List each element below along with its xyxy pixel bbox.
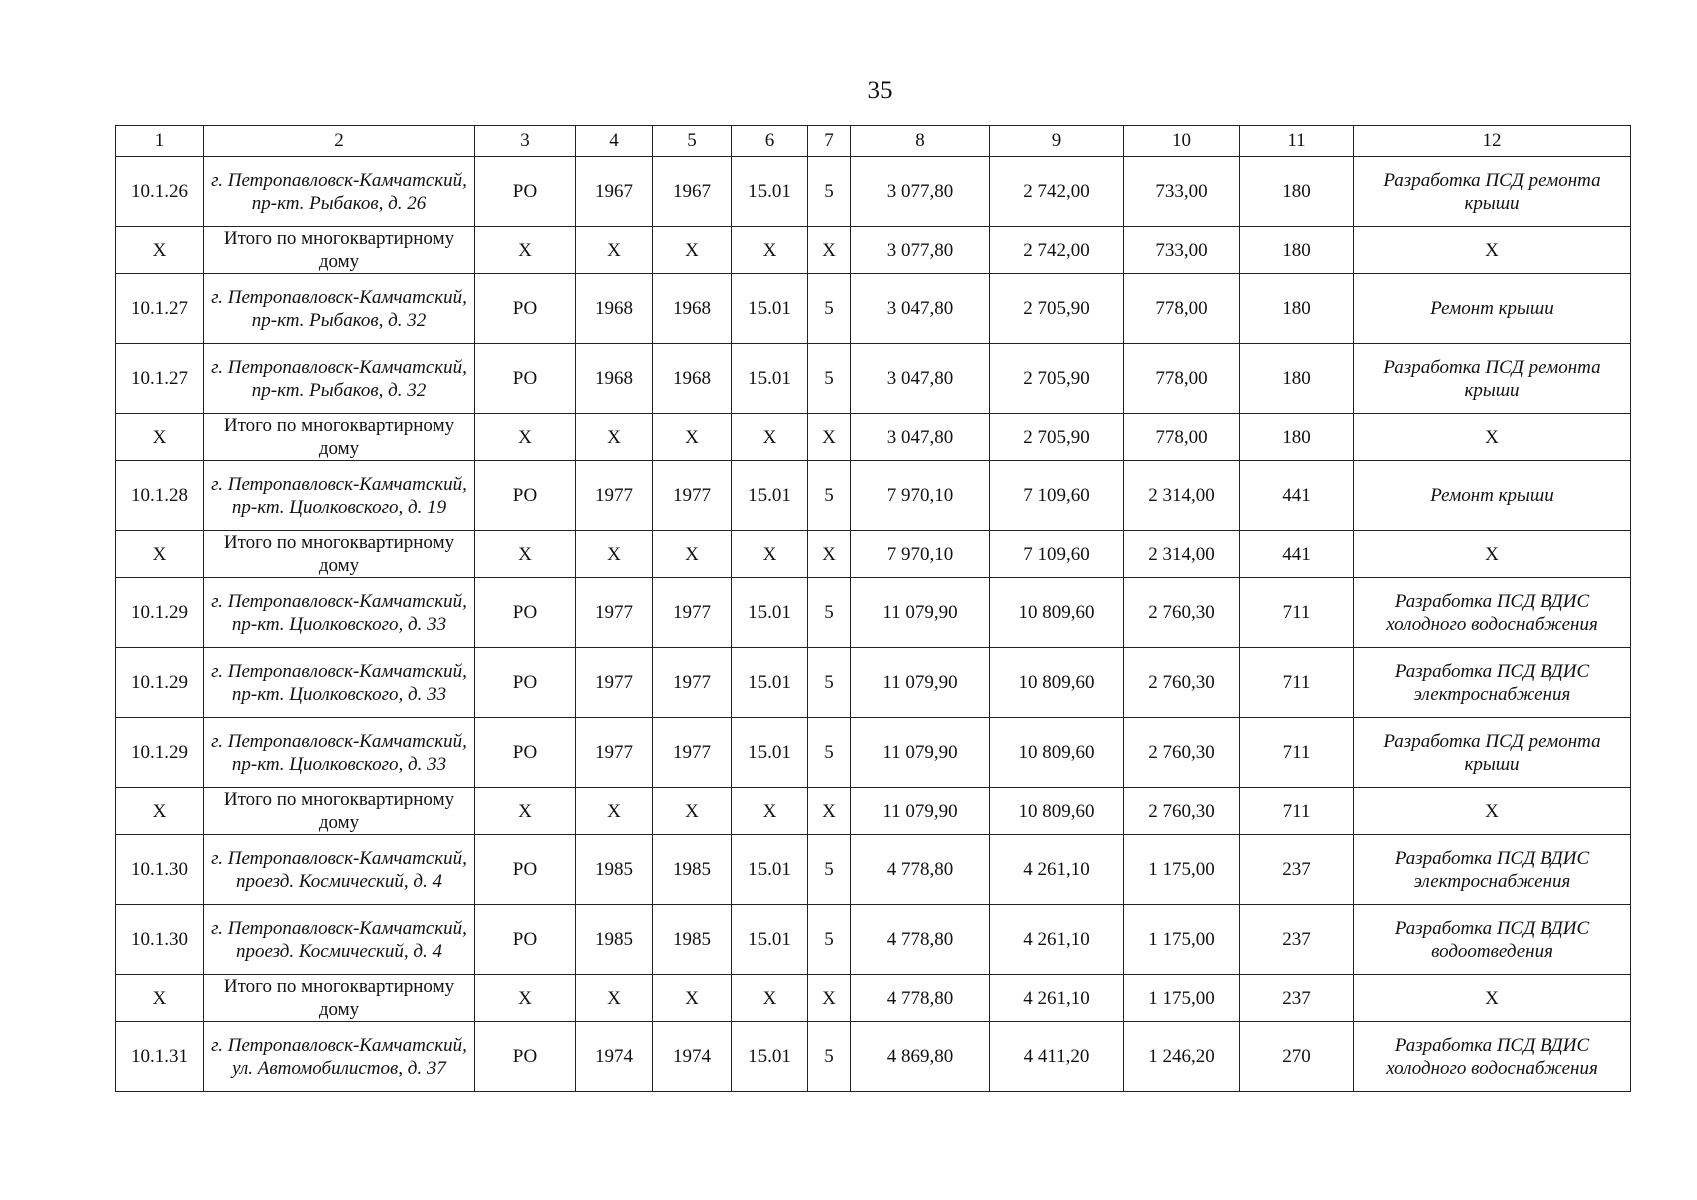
row-number-cell: 10.1.27 bbox=[116, 274, 204, 344]
address-cell: г. Петропавловск-Камчатский, проезд. Космический, д. 4 bbox=[204, 905, 475, 975]
column-7-cell: 5 bbox=[808, 905, 851, 975]
address-cell: г. Петропавловск-Камчатский, пр-кт. Циолковского, д. 19 bbox=[204, 461, 475, 531]
column-3-cell: РО bbox=[475, 648, 576, 718]
total-row bbox=[116, 227, 1631, 274]
work-type-cell: X bbox=[1354, 975, 1631, 1022]
column-5-cell: 1977 bbox=[653, 718, 732, 788]
column-4-cell: 1977 bbox=[576, 461, 653, 531]
address-cell: г. Петропавловск-Камчатский, пр-кт. Рыбаков, д. 26 bbox=[204, 157, 475, 227]
column-11-cell: 441 bbox=[1240, 531, 1354, 578]
column-7-cell: 5 bbox=[808, 835, 851, 905]
column-10-cell: 2 314,00 bbox=[1124, 531, 1240, 578]
address-cell: г. Петропавловск-Камчатский, ул. Автомобилистов, д. 37 bbox=[204, 1022, 475, 1092]
column-5-cell: 1977 bbox=[653, 461, 732, 531]
column-4-cell: 1974 bbox=[576, 1022, 653, 1092]
column-6-cell: X bbox=[732, 531, 808, 578]
work-type-cell: Разработка ПСД ВДИС водоотведения bbox=[1354, 905, 1631, 975]
column-4-cell: 1977 bbox=[576, 718, 653, 788]
column-10-cell: 2 760,30 bbox=[1124, 648, 1240, 718]
work-type-cell: X bbox=[1354, 227, 1631, 274]
header-cell: 10 bbox=[1124, 126, 1240, 157]
row-number-cell: 10.1.30 bbox=[116, 835, 204, 905]
address-cell: Итого по многоквартирному дому bbox=[204, 975, 475, 1022]
address-cell: Итого по многоквартирному дому bbox=[204, 227, 475, 274]
column-3-cell: РО bbox=[475, 905, 576, 975]
column-4-cell: 1977 bbox=[576, 578, 653, 648]
column-6-cell: 15.01 bbox=[732, 578, 808, 648]
column-9-cell: 10 809,60 bbox=[990, 578, 1124, 648]
column-6-cell: 15.01 bbox=[732, 905, 808, 975]
table-row bbox=[116, 461, 1631, 531]
column-8-cell: 11 079,90 bbox=[851, 578, 990, 648]
column-8-cell: 7 970,10 bbox=[851, 531, 990, 578]
row-number-cell: 10.1.28 bbox=[116, 461, 204, 531]
column-7-cell: 5 bbox=[808, 461, 851, 531]
column-5-cell: 1968 bbox=[653, 274, 732, 344]
column-9-cell: 10 809,60 bbox=[990, 648, 1124, 718]
address-cell: г. Петропавловск-Камчатский, пр-кт. Циолковского, д. 33 bbox=[204, 578, 475, 648]
column-9-cell: 10 809,60 bbox=[990, 788, 1124, 835]
column-7-cell: 5 bbox=[808, 718, 851, 788]
column-8-cell: 4 778,80 bbox=[851, 835, 990, 905]
row-number-cell: 10.1.29 bbox=[116, 718, 204, 788]
column-9-cell: 2 705,90 bbox=[990, 414, 1124, 461]
table-row bbox=[116, 648, 1631, 718]
address-cell: г. Петропавловск-Камчатский, пр-кт. Рыбаков, д. 32 bbox=[204, 344, 475, 414]
column-5-cell: X bbox=[653, 414, 732, 461]
column-4-cell: X bbox=[576, 414, 653, 461]
column-9-cell: 4 411,20 bbox=[990, 1022, 1124, 1092]
header-cell: 1 bbox=[116, 126, 204, 157]
header-cell: 12 bbox=[1354, 126, 1631, 157]
row-number-cell: X bbox=[116, 414, 204, 461]
address-cell: Итого по многоквартирному дому bbox=[204, 531, 475, 578]
column-9-cell: 10 809,60 bbox=[990, 718, 1124, 788]
column-6-cell: 15.01 bbox=[732, 718, 808, 788]
column-3-cell: РО bbox=[475, 461, 576, 531]
column-8-cell: 3 077,80 bbox=[851, 227, 990, 274]
column-8-cell: 3 047,80 bbox=[851, 414, 990, 461]
column-8-cell: 4 778,80 bbox=[851, 905, 990, 975]
column-5-cell: 1985 bbox=[653, 835, 732, 905]
work-type-cell: X bbox=[1354, 531, 1631, 578]
column-6-cell: X bbox=[732, 414, 808, 461]
column-11-cell: 180 bbox=[1240, 274, 1354, 344]
row-number-cell: 10.1.30 bbox=[116, 905, 204, 975]
column-10-cell: 778,00 bbox=[1124, 344, 1240, 414]
column-4-cell: X bbox=[576, 975, 653, 1022]
column-7-cell: 5 bbox=[808, 274, 851, 344]
work-type-cell: Ремонт крыши bbox=[1354, 274, 1631, 344]
column-5-cell: X bbox=[653, 788, 732, 835]
column-9-cell: 7 109,60 bbox=[990, 461, 1124, 531]
header-cell: 6 bbox=[732, 126, 808, 157]
table-row bbox=[116, 1022, 1631, 1092]
table-row bbox=[116, 157, 1631, 227]
column-8-cell: 4 869,80 bbox=[851, 1022, 990, 1092]
column-7-cell: X bbox=[808, 788, 851, 835]
column-4-cell: 1985 bbox=[576, 835, 653, 905]
row-number-cell: X bbox=[116, 788, 204, 835]
column-8-cell: 3 077,80 bbox=[851, 157, 990, 227]
column-9-cell: 2 705,90 bbox=[990, 344, 1124, 414]
column-4-cell: 1977 bbox=[576, 648, 653, 718]
column-8-cell: 11 079,90 bbox=[851, 788, 990, 835]
column-10-cell: 778,00 bbox=[1124, 414, 1240, 461]
column-10-cell: 2 314,00 bbox=[1124, 461, 1240, 531]
column-10-cell: 2 760,30 bbox=[1124, 788, 1240, 835]
column-4-cell: X bbox=[576, 227, 653, 274]
column-7-cell: X bbox=[808, 531, 851, 578]
column-7-cell: X bbox=[808, 227, 851, 274]
table-row bbox=[116, 835, 1631, 905]
column-5-cell: 1968 bbox=[653, 344, 732, 414]
work-type-cell: Разработка ПСД ВДИС холодного водоснабжения bbox=[1354, 1022, 1631, 1092]
header-cell: 7 bbox=[808, 126, 851, 157]
column-5-cell: 1974 bbox=[653, 1022, 732, 1092]
row-number-cell: 10.1.26 bbox=[116, 157, 204, 227]
column-11-cell: 237 bbox=[1240, 905, 1354, 975]
column-9-cell: 2 705,90 bbox=[990, 274, 1124, 344]
table-row bbox=[116, 344, 1631, 414]
column-4-cell: X bbox=[576, 788, 653, 835]
row-number-cell: X bbox=[116, 531, 204, 578]
column-11-cell: 711 bbox=[1240, 648, 1354, 718]
row-number-cell: 10.1.29 bbox=[116, 648, 204, 718]
column-9-cell: 4 261,10 bbox=[990, 975, 1124, 1022]
column-6-cell: 15.01 bbox=[732, 835, 808, 905]
column-4-cell: 1967 bbox=[576, 157, 653, 227]
header-cell: 11 bbox=[1240, 126, 1354, 157]
column-11-cell: 711 bbox=[1240, 578, 1354, 648]
column-5-cell: X bbox=[653, 227, 732, 274]
column-3-cell: X bbox=[475, 414, 576, 461]
column-11-cell: 711 bbox=[1240, 788, 1354, 835]
column-11-cell: 180 bbox=[1240, 227, 1354, 274]
header-cell: 8 bbox=[851, 126, 990, 157]
column-10-cell: 1 175,00 bbox=[1124, 905, 1240, 975]
column-6-cell: 15.01 bbox=[732, 648, 808, 718]
table-row bbox=[116, 718, 1631, 788]
column-10-cell: 733,00 bbox=[1124, 157, 1240, 227]
work-type-cell: Разработка ПСД ВДИС электроснабжения bbox=[1354, 648, 1631, 718]
column-8-cell: 3 047,80 bbox=[851, 344, 990, 414]
column-3-cell: X bbox=[475, 788, 576, 835]
column-10-cell: 778,00 bbox=[1124, 274, 1240, 344]
column-8-cell: 7 970,10 bbox=[851, 461, 990, 531]
table-row bbox=[116, 905, 1631, 975]
column-11-cell: 711 bbox=[1240, 718, 1354, 788]
column-4-cell: X bbox=[576, 531, 653, 578]
column-10-cell: 733,00 bbox=[1124, 227, 1240, 274]
work-type-cell: Разработка ПСД ВДИС электроснабжения bbox=[1354, 835, 1631, 905]
column-9-cell: 7 109,60 bbox=[990, 531, 1124, 578]
table-row bbox=[116, 274, 1631, 344]
column-10-cell: 2 760,30 bbox=[1124, 578, 1240, 648]
column-3-cell: РО bbox=[475, 578, 576, 648]
work-type-cell: Разработка ПСД ремонта крыши bbox=[1354, 344, 1631, 414]
column-7-cell: 5 bbox=[808, 1022, 851, 1092]
column-10-cell: 1 175,00 bbox=[1124, 835, 1240, 905]
column-5-cell: 1977 bbox=[653, 578, 732, 648]
column-9-cell: 2 742,00 bbox=[990, 157, 1124, 227]
column-6-cell: 15.01 bbox=[732, 344, 808, 414]
row-number-cell: 10.1.31 bbox=[116, 1022, 204, 1092]
work-type-cell: Разработка ПСД ремонта крыши bbox=[1354, 718, 1631, 788]
address-cell: г. Петропавловск-Камчатский, проезд. Космический, д. 4 bbox=[204, 835, 475, 905]
column-6-cell: 15.01 bbox=[732, 461, 808, 531]
column-9-cell: 2 742,00 bbox=[990, 227, 1124, 274]
column-4-cell: 1968 bbox=[576, 344, 653, 414]
column-3-cell: РО bbox=[475, 344, 576, 414]
total-row bbox=[116, 531, 1631, 578]
header-row bbox=[116, 126, 1631, 157]
row-number-cell: 10.1.27 bbox=[116, 344, 204, 414]
column-11-cell: 180 bbox=[1240, 414, 1354, 461]
address-cell: г. Петропавловск-Камчатский, пр-кт. Рыбаков, д. 32 bbox=[204, 274, 475, 344]
column-6-cell: 15.01 bbox=[732, 157, 808, 227]
column-11-cell: 237 bbox=[1240, 975, 1354, 1022]
column-11-cell: 180 bbox=[1240, 344, 1354, 414]
column-7-cell: X bbox=[808, 414, 851, 461]
column-10-cell: 1 175,00 bbox=[1124, 975, 1240, 1022]
repair-program-table bbox=[115, 125, 1631, 1092]
column-11-cell: 237 bbox=[1240, 835, 1354, 905]
column-6-cell: X bbox=[732, 227, 808, 274]
column-8-cell: 3 047,80 bbox=[851, 274, 990, 344]
column-5-cell: 1985 bbox=[653, 905, 732, 975]
row-number-cell: X bbox=[116, 975, 204, 1022]
column-3-cell: X bbox=[475, 975, 576, 1022]
column-4-cell: 1968 bbox=[576, 274, 653, 344]
column-3-cell: РО bbox=[475, 274, 576, 344]
column-3-cell: РО bbox=[475, 718, 576, 788]
total-row bbox=[116, 788, 1631, 835]
column-6-cell: X bbox=[732, 975, 808, 1022]
address-cell: Итого по многоквартирному дому bbox=[204, 414, 475, 461]
header-cell: 2 bbox=[204, 126, 475, 157]
column-6-cell: X bbox=[732, 788, 808, 835]
column-8-cell: 11 079,90 bbox=[851, 648, 990, 718]
work-type-cell: Ремонт крыши bbox=[1354, 461, 1631, 531]
column-11-cell: 441 bbox=[1240, 461, 1354, 531]
header-cell: 4 bbox=[576, 126, 653, 157]
column-7-cell: X bbox=[808, 975, 851, 1022]
column-9-cell: 4 261,10 bbox=[990, 905, 1124, 975]
address-cell: г. Петропавловск-Камчатский, пр-кт. Циолковского, д. 33 bbox=[204, 648, 475, 718]
column-5-cell: 1977 bbox=[653, 648, 732, 718]
column-7-cell: 5 bbox=[808, 344, 851, 414]
column-5-cell: X bbox=[653, 531, 732, 578]
row-number-cell: 10.1.29 bbox=[116, 578, 204, 648]
column-11-cell: 180 bbox=[1240, 157, 1354, 227]
column-5-cell: 1967 bbox=[653, 157, 732, 227]
page-number: 35 bbox=[867, 77, 893, 104]
row-number-cell: X bbox=[116, 227, 204, 274]
column-5-cell: X bbox=[653, 975, 732, 1022]
column-8-cell: 11 079,90 bbox=[851, 718, 990, 788]
total-row bbox=[116, 975, 1631, 1022]
column-8-cell: 4 778,80 bbox=[851, 975, 990, 1022]
total-row bbox=[116, 414, 1631, 461]
column-9-cell: 4 261,10 bbox=[990, 835, 1124, 905]
column-11-cell: 270 bbox=[1240, 1022, 1354, 1092]
column-7-cell: 5 bbox=[808, 157, 851, 227]
header-cell: 5 bbox=[653, 126, 732, 157]
work-type-cell: Разработка ПСД ВДИС холодного водоснабжения bbox=[1354, 578, 1631, 648]
column-3-cell: РО bbox=[475, 835, 576, 905]
column-10-cell: 1 246,20 bbox=[1124, 1022, 1240, 1092]
column-4-cell: 1985 bbox=[576, 905, 653, 975]
header-cell: 9 bbox=[990, 126, 1124, 157]
column-3-cell: X bbox=[475, 227, 576, 274]
column-3-cell: X bbox=[475, 531, 576, 578]
work-type-cell: X bbox=[1354, 788, 1631, 835]
column-3-cell: РО bbox=[475, 157, 576, 227]
column-7-cell: 5 bbox=[808, 648, 851, 718]
header-cell: 3 bbox=[475, 126, 576, 157]
column-3-cell: РО bbox=[475, 1022, 576, 1092]
address-cell: Итого по многоквартирному дому bbox=[204, 788, 475, 835]
work-type-cell: Разработка ПСД ремонта крыши bbox=[1354, 157, 1631, 227]
work-type-cell: X bbox=[1354, 414, 1631, 461]
column-6-cell: 15.01 bbox=[732, 274, 808, 344]
column-10-cell: 2 760,30 bbox=[1124, 718, 1240, 788]
column-6-cell: 15.01 bbox=[732, 1022, 808, 1092]
column-7-cell: 5 bbox=[808, 578, 851, 648]
address-cell: г. Петропавловск-Камчатский, пр-кт. Циолковского, д. 33 bbox=[204, 718, 475, 788]
table-row bbox=[116, 578, 1631, 648]
